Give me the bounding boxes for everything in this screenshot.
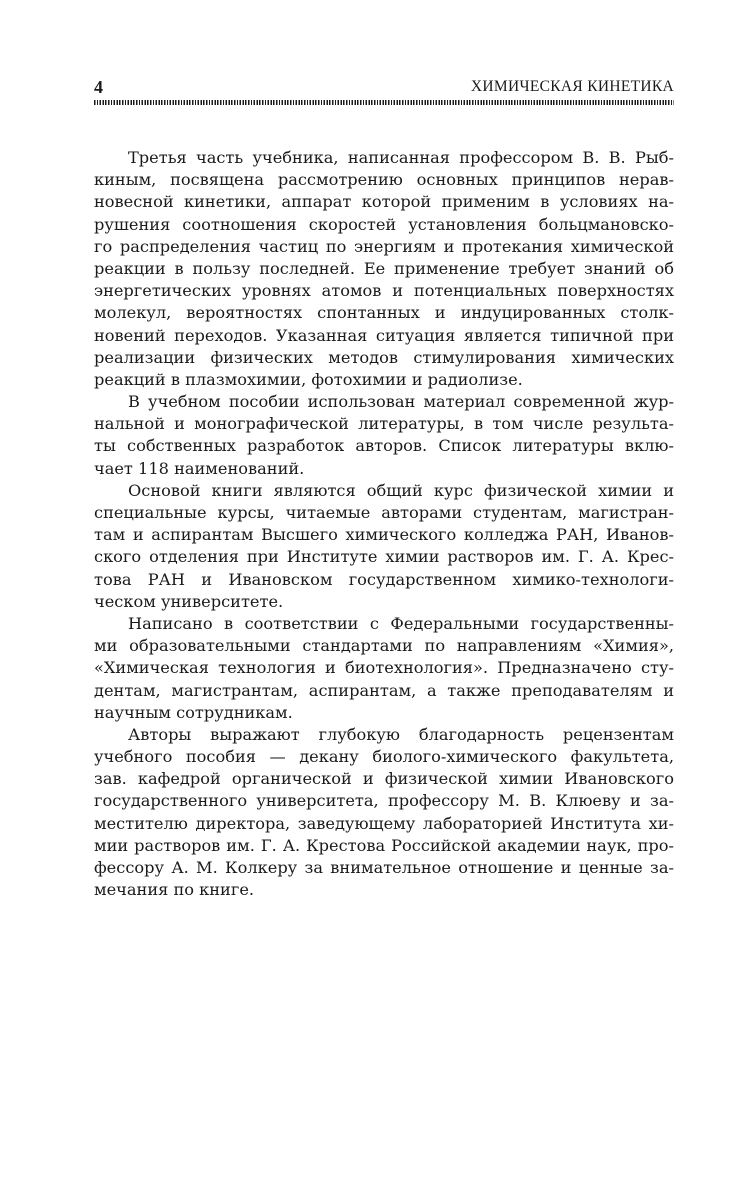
text-line: това РАН и Ивановском государственном химико-технологи- [94, 569, 674, 589]
body-text [94, 147, 674, 901]
text-line: ческом университете. [94, 591, 284, 611]
text-line: реакции в пользу последней. Ее применение требует знаний об [94, 258, 674, 278]
text-line: Основой книги являются общий курс физической химии и [128, 480, 674, 500]
text-line: «Химическая технология и биотехнология». Предназначено сту- [94, 658, 674, 678]
text-line: учебного пособия — декану биолого-химического факультета, [94, 747, 674, 767]
text-line: энергетических уровнях атомов и потенциальных поверхностях [94, 281, 674, 301]
text-line: зав. кафедрой органической и физической химии Ивановского [94, 769, 674, 789]
text-line: го распределения частиц по энергиям и протекания химической [94, 236, 674, 256]
text-line: мии растворов им. Г. А. Крестова Российской академии наук, про- [94, 835, 674, 855]
paragraph [94, 147, 674, 391]
text-line: фессору А. М. Колкеру за внимательное отношение и ценные за- [94, 858, 674, 877]
paragraph [94, 480, 674, 613]
paragraph [94, 613, 674, 724]
running-header [94, 76, 674, 98]
text-line: ми образовательными стандартами по направлениям «Химия», [94, 636, 674, 656]
text-line: там и аспирантам Высшего химического колледжа РАН, Иванов- [94, 525, 674, 545]
text-line: мечания по книге. [94, 880, 255, 900]
text-line: реакций в плазмохимии, фотохимии и радиолизе. [94, 369, 523, 389]
text-line: специальные курсы, читаемые авторами студентам, магистран- [94, 503, 674, 522]
text-line: дентам, магистрантам, аспирантам, а также преподавателям и [94, 680, 674, 700]
text-line: научным сотрудникам. [94, 702, 293, 722]
text-line: государственного университета, профессору М. В. Клюеву и за- [94, 791, 674, 811]
text-line: ты собственных разработок авторов. Список литературы вклю- [94, 436, 674, 456]
text-line: молекул, вероятностях спонтанных и индуцированных столк- [94, 303, 674, 323]
text-line: нальной и монографической литературы, в том числе результа- [94, 414, 674, 434]
text-line: чает 118 наименований. [94, 458, 305, 478]
paragraph [94, 391, 674, 480]
text-line: Третья часть учебника, написанная профессором В. В. Рыб- [128, 148, 674, 167]
text-line: местителю директора, заведующему лабораторией Института хи- [94, 813, 674, 833]
text-line: рушения соотношения скоростей установления больцмановско- [94, 214, 674, 234]
paragraph [94, 724, 674, 902]
page-number: 4 [94, 77, 103, 97]
text-line: киным, посвящена рассмотрению основных принципов нерав- [94, 170, 674, 190]
running-title: ХИМИЧЕСКАЯ КИНЕТИКА [470, 78, 674, 95]
text-line: Авторы выражают глубокую благодарность рецензентам [128, 724, 674, 744]
text-line: Написано в соответствии с Федеральными государственны- [128, 613, 674, 633]
text-line: новений переходов. Указанная ситуация является типичной при [94, 325, 674, 345]
text-line: реализации физических методов стимулирования химических [94, 347, 674, 367]
header-rule [94, 100, 674, 105]
text-line: новесной кинетики, аппарат которой применим в условиях на- [94, 192, 674, 212]
text-line: ского отделения при Институте химии растворов им. Г. А. Крес- [94, 547, 674, 567]
text-line: В учебном пособии использован материал современной жур- [128, 392, 674, 412]
